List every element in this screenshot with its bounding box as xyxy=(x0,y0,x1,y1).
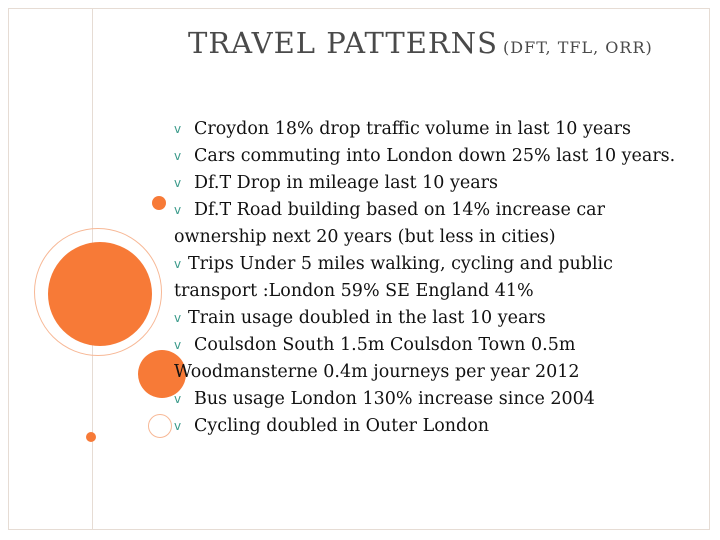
list-item-text: Trips Under 5 miles walking, cycling and public transport :London 59% SE England 41% xyxy=(174,254,613,301)
list-item xyxy=(174,305,694,332)
list-item xyxy=(174,413,694,440)
list-item xyxy=(174,197,694,251)
list-item-text: Coulsdon South 1.5m Coulsdon Town 0.5m Woodmansterne 0.4m journeys per year 2012 xyxy=(174,335,580,382)
checkmark-bullet-icon: v xyxy=(174,311,182,325)
bullet-list xyxy=(174,116,694,440)
checkmark-bullet-icon: v xyxy=(174,392,182,406)
list-item xyxy=(174,251,694,305)
list-item xyxy=(174,170,694,197)
slide-title-main: TRAVEL PATTERNS xyxy=(188,26,498,60)
checkmark-bullet-icon: v xyxy=(174,419,182,433)
checkmark-bullet-icon: v xyxy=(174,122,182,136)
list-item-text: Df.T Drop in mileage last 10 years xyxy=(194,173,498,193)
checkmark-bullet-icon: v xyxy=(174,257,182,271)
list-item-text: Cars commuting into London down 25% last 10 years. xyxy=(194,146,676,166)
list-item-text: Df.T Road building based on 14% increase car ownership next 20 years (but less in cities) xyxy=(174,200,605,247)
slide-title-sources: (DFT, TFL, ORR) xyxy=(503,38,653,57)
decorative-circle-large xyxy=(48,242,152,346)
list-item xyxy=(174,143,694,170)
list-item xyxy=(174,386,694,413)
list-item-text: Bus usage London 130% increase since 2004 xyxy=(194,389,595,409)
decorative-dot-bottom xyxy=(86,432,96,442)
slide-title xyxy=(188,24,688,67)
decorative-dot-top xyxy=(152,196,166,210)
checkmark-bullet-icon: v xyxy=(174,338,182,352)
checkmark-bullet-icon: v xyxy=(174,149,182,163)
list-item-text: Croydon 18% drop traffic volume in last 10 years xyxy=(194,119,631,139)
list-item xyxy=(174,332,694,386)
checkmark-bullet-icon: v xyxy=(174,176,182,190)
decorative-ring-small xyxy=(148,414,172,438)
checkmark-bullet-icon: v xyxy=(174,203,182,217)
list-item-text: Train usage doubled in the last 10 years xyxy=(188,308,546,328)
list-item xyxy=(174,116,694,143)
list-item-text: Cycling doubled in Outer London xyxy=(194,416,490,436)
